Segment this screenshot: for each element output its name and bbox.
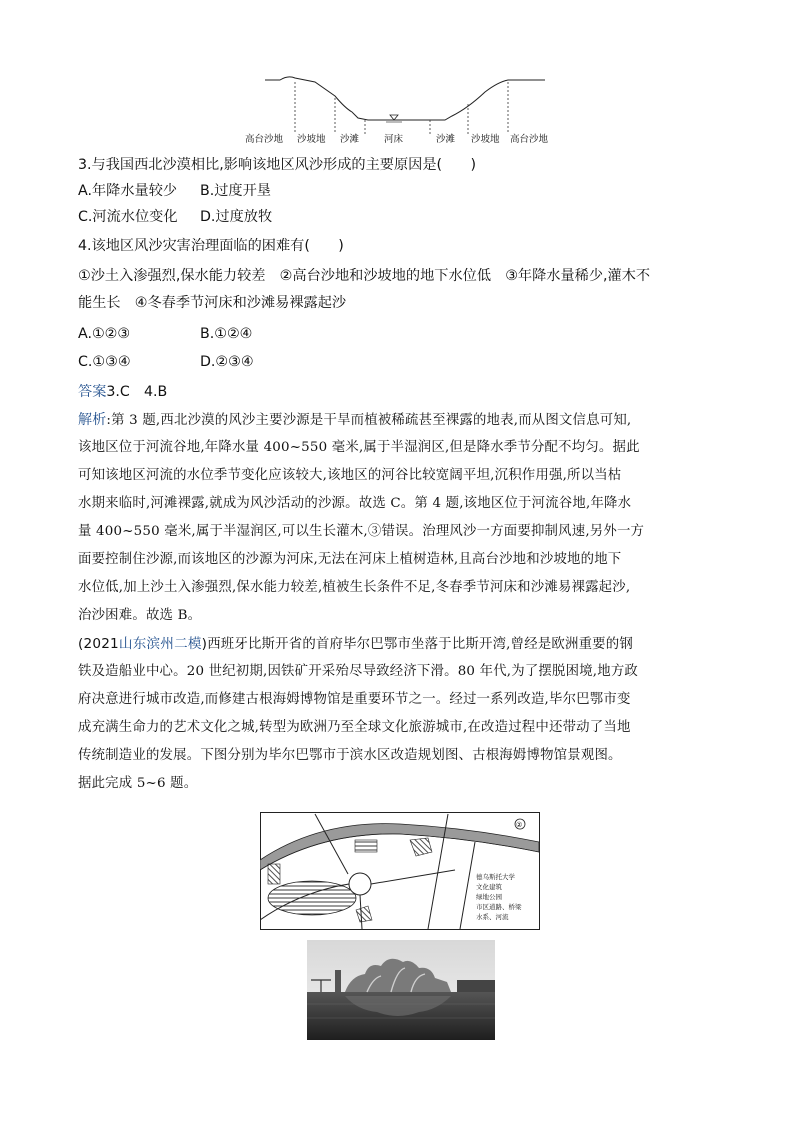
legend-culture: 文化建筑 <box>476 883 502 891</box>
question-4-stem: 4.该地区风沙灾害治理面临的困难有( ) <box>78 238 344 254</box>
roundabout <box>349 873 371 895</box>
passage-line <box>78 633 633 656</box>
passage-source: 山东滨州二模 <box>118 636 202 652</box>
water-level-marker <box>390 115 398 120</box>
analysis-line: 治沙困难。故选 B。 <box>78 608 202 623</box>
question-4-statements-2: 能生长 ④冬春季节河床和沙滩易裸露起沙 <box>78 295 347 311</box>
passage-line: 据此完成 5~6 题。 <box>78 776 198 791</box>
analysis-label: 解析 <box>78 412 107 428</box>
analysis-line: 该地区位于河流谷地,年降水量 400~550 毫米,属于半湿润区,但是降水季节分配不均匀。据此 <box>78 440 640 455</box>
passage-text: 西班牙比斯开省的首府毕尔巴鄂市坐落于比斯开湾,曾经是欧洲重要的钢 <box>207 637 633 652</box>
question-4-option-c[interactable]: C.①③④ <box>78 354 131 370</box>
guggenheim-museum-photo <box>307 940 495 1040</box>
terrain-profile-line <box>265 77 545 120</box>
legend-university: 德乌斯托大学 <box>476 873 515 881</box>
answer-line <box>78 381 167 403</box>
answer-value: 3.C 4.B <box>106 384 168 400</box>
profile-label: 沙滩 <box>340 134 360 145</box>
passage-source-open: (2021 <box>78 636 119 652</box>
passage-line: 府决意进行城市改造,而修建古根海姆博物馆是重要环节之一。经过一系列改造,毕尔巴鄂市变 <box>78 692 631 707</box>
answer-label: 答案 <box>78 384 107 400</box>
passage-line: 铁及造船业中心。20 世纪初期,因铁矿开采殆尽导致经济下滑。80 年代,为了摆脱困境,地方政 <box>78 664 639 679</box>
analysis-line: 水位低,加上沙土入渗强烈,保水能力较差,植被生长条件不足,冬春季节河床和沙滩易裸露起沙, <box>78 580 631 595</box>
question-3-option-b[interactable]: B.过度开垦 <box>200 183 271 199</box>
question-3-option-a[interactable]: A.年降水量较少 <box>78 183 178 199</box>
question-4-statements-1: ①沙土入渗强烈,保水能力较差 ②高台沙地和沙坡地的地下水位低 ③年降水量稀少,灌木不 <box>78 268 651 284</box>
legend-water: 水系、河流 <box>476 913 509 921</box>
analysis-line: 量 400~550 毫米,属于半湿润区,可以生长灌木,③错误。治理风沙一方面要抑制风速,另外一方 <box>78 524 645 539</box>
profile-label: 高台沙地 <box>510 134 549 145</box>
analysis-line: 可知该地区河流的水位季节变化应该较大,该地区的河谷比较宽阔平坦,沉积作用强,所以当枯 <box>78 468 622 483</box>
profile-label: 高台沙地 <box>245 134 284 145</box>
profile-label: 河床 <box>384 134 404 145</box>
question-4-option-b[interactable]: B.①②④ <box>200 326 253 342</box>
culture-building <box>355 840 377 852</box>
legend-park: 绿地公园 <box>476 893 502 901</box>
profile-label: 沙滩 <box>436 134 456 145</box>
map-marker: ② <box>516 821 523 829</box>
green-park <box>268 881 356 915</box>
profile-label: 沙坡地 <box>471 134 500 145</box>
legend-roads: 市区道路、桥梁 <box>476 903 522 911</box>
culture-building <box>268 864 280 884</box>
passage-line: 成充满生命力的艺术文化之城,转型为欧洲乃至全球文化旅游城市,在改造过程中还带动了当地 <box>78 720 631 735</box>
passage-line: 传统制造业的发展。下图分别为毕尔巴鄂市于滨水区改造规划图、古根海姆博物馆景观图。 <box>78 748 622 763</box>
question-3-option-c[interactable]: C.河流水位变化 <box>78 209 178 225</box>
question-4-option-a[interactable]: A.①②③ <box>78 326 131 342</box>
passage-source-close: ) <box>201 636 208 652</box>
analysis-line: 水期来临时,河滩裸露,就成为风沙活动的沙源。故选 C。第 4 题,该地区位于河流谷地,年降水 <box>78 496 632 511</box>
question-3-stem: 3.与我国西北沙漠相比,影响该地区风沙形成的主要原因是( ) <box>78 157 476 173</box>
profile-label: 沙坡地 <box>297 134 326 145</box>
analysis-text: :第 3 题,西北沙漠的风沙主要沙源是干旱而植被稀疏甚至裸露的地表,而从图文信息可知, <box>106 413 632 428</box>
analysis-line <box>78 409 631 432</box>
question-3-option-d[interactable]: D.过度放牧 <box>200 209 273 225</box>
analysis-line: 面要控制住沙源,而该地区的沙源为河床,无法在河床上植树造林,且高台沙地和沙坡地的地下 <box>78 552 622 567</box>
question-4-option-d[interactable]: D.②③④ <box>200 354 254 370</box>
